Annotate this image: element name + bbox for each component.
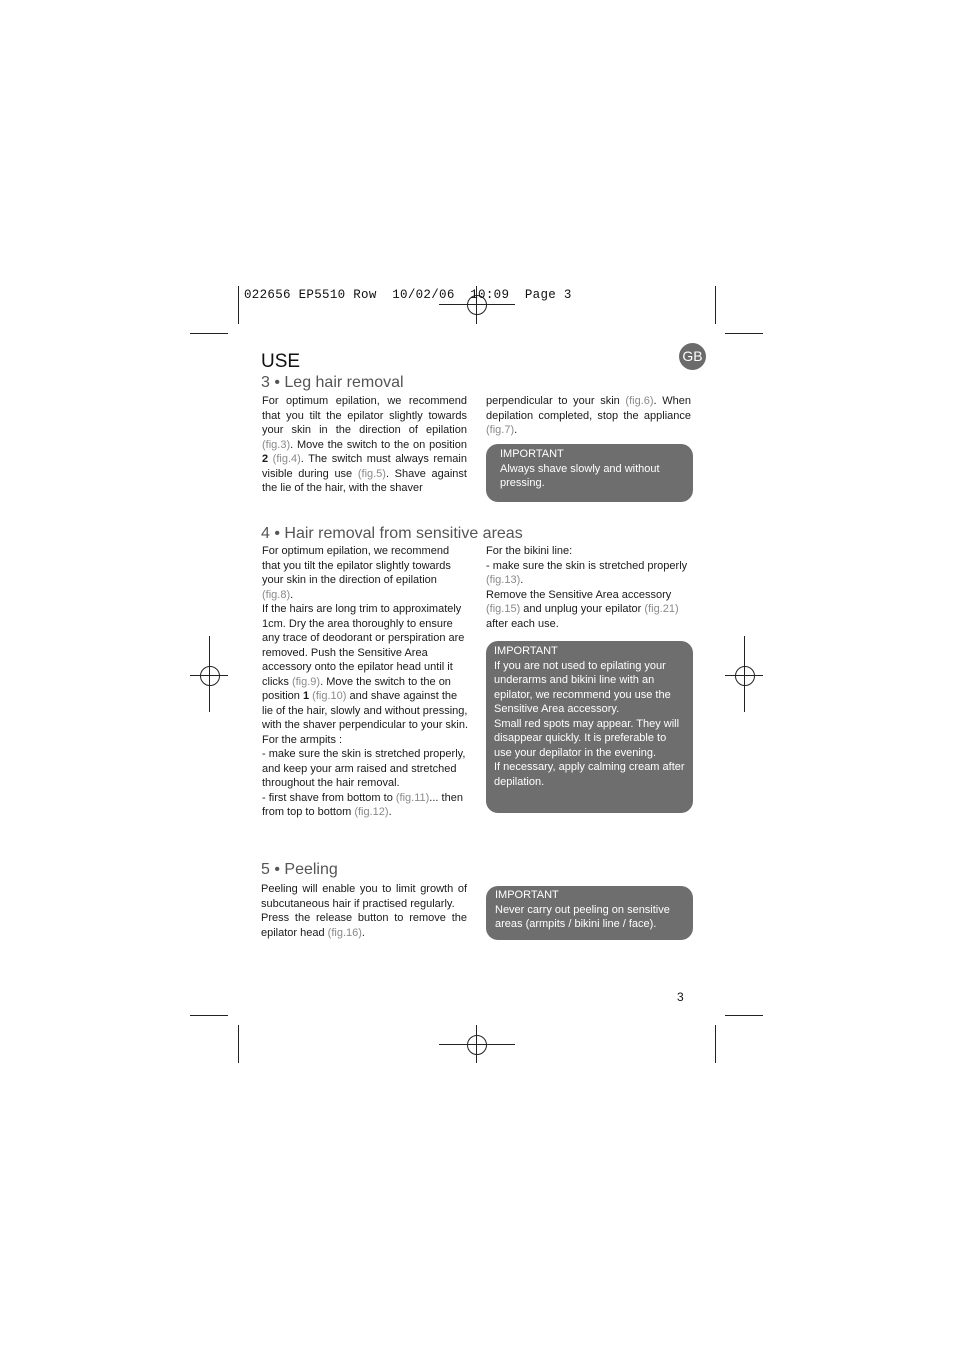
text: perpendicular to your skin	[486, 395, 626, 407]
fig-ref: (fig.8)	[262, 588, 291, 601]
language-badge: GB	[679, 343, 706, 370]
section-4-col1	[262, 544, 469, 820]
text: Press the release button to remove the epilator head	[261, 912, 467, 939]
page-number: 3	[677, 990, 684, 1004]
important-text: If you are not used to epilating your underarms and bikini line with an epilator, we recommend you use the Sensitive Area accessory.	[494, 659, 671, 715]
text: - make sure the skin is stretched properly, and keep your arm raised and stretched throughout the hair removal.	[262, 748, 466, 789]
crop-mark	[238, 286, 239, 324]
section-3-col1	[262, 394, 467, 496]
text: .	[520, 574, 524, 586]
section-4-col2	[486, 544, 693, 631]
section-5-col1	[261, 882, 467, 940]
text: and unplug your epilator	[520, 603, 645, 615]
crop-mark	[190, 1015, 228, 1016]
crop-mark	[725, 1015, 763, 1016]
text: . Move the switch to the on position	[290, 438, 467, 451]
important-box	[486, 444, 693, 502]
section-5-title: 5 • Peeling	[261, 861, 338, 878]
fig-ref: (fig.21)	[644, 603, 679, 615]
important-box	[486, 641, 693, 813]
important-box	[486, 886, 693, 940]
text: ... then from top to bottom	[262, 791, 463, 818]
text: Remove the Sensitive Area accessory	[486, 588, 672, 601]
section-4-title: 4 • Hair removal from sensitive areas	[261, 525, 523, 542]
text: .	[514, 424, 518, 436]
important-text: Never carry out peeling on sensitive areas (armpits / bikini line / face).	[495, 903, 670, 930]
crop-mark	[715, 1025, 716, 1063]
fig-ref: (fig.6)	[625, 395, 654, 407]
text: . Move the switch to the on position	[262, 675, 451, 702]
text: For optimum epilation, we recommend that you tilt the epilator slightly towards your skin in the direction of epilation	[262, 545, 451, 586]
fig-ref: (fig.16)	[327, 926, 362, 939]
text: . When depilation completed, stop the appliance	[486, 395, 691, 422]
text: For optimum epilation, we recommend that you tilt the epilator slightly towards your skin in the direction of epilation	[262, 395, 467, 436]
important-heading: IMPORTANT	[495, 889, 559, 901]
registration-circle	[467, 1035, 487, 1055]
fig-ref: (fig.10)	[312, 690, 347, 702]
text: .	[388, 806, 392, 818]
fig-ref: (fig.12)	[354, 806, 389, 818]
fig-ref: (fig.4)	[272, 453, 301, 465]
crop-mark	[715, 286, 716, 324]
registration-circle	[200, 666, 220, 686]
registration-circle	[735, 666, 755, 686]
important-text: Always shave slowly and without pressing.	[500, 462, 660, 489]
section-3-col2	[486, 394, 691, 438]
position-number: 2	[262, 453, 269, 465]
text: - first shave from bottom to	[262, 791, 396, 804]
crop-mark	[725, 333, 763, 334]
section-3-title: 3 • Leg hair removal	[261, 374, 404, 391]
text: - make sure the skin is stretched properly	[486, 559, 688, 572]
text: and shave against the lie of the hair, slowly and without pressing, with the shaver perpendicular to your skin.	[262, 690, 469, 731]
text: For the armpits :	[262, 733, 343, 746]
fig-ref: (fig.3)	[262, 438, 291, 451]
text: .	[361, 926, 365, 939]
position-number: 1	[302, 690, 310, 702]
text: .	[290, 588, 294, 601]
text: For the bikini line:	[486, 545, 573, 557]
fig-ref: (fig.11)	[395, 791, 430, 804]
fig-ref: (fig.5)	[357, 467, 386, 480]
crop-mark	[190, 333, 228, 334]
text: after each use.	[486, 617, 559, 630]
print-slug: 022656 EP5510 Row 10/02/06 10:09 Page 3	[244, 288, 572, 302]
important-text: If necessary, apply calming cream after depilation.	[494, 761, 685, 788]
fig-ref: (fig.15)	[486, 603, 521, 615]
important-text: Small red spots may appear. They will disappear quickly. It is preferable to use your depilator in the evening.	[494, 717, 680, 759]
text: . Shave against the lie of the hair, with the shaver	[262, 467, 467, 494]
important-heading: IMPORTANT	[494, 645, 558, 657]
text: . The switch must always remain visible during use	[262, 453, 467, 480]
text: Peeling will enable you to limit growth of subcutaneous hair if practised regularly.	[261, 883, 467, 910]
crop-mark	[238, 1025, 239, 1063]
fig-ref: (fig.9)	[291, 675, 321, 688]
important-heading: IMPORTANT	[500, 448, 564, 460]
fig-ref: (fig.13)	[486, 574, 521, 586]
page-title: USE	[261, 351, 301, 372]
text: If the hairs are long trim to approximately 1cm. Dry the area thoroughly to ensure any trace of deodorant or perspiration are removed. Push the Sensitive Area accessory onto the epilator head until it clicks	[262, 603, 465, 688]
fig-ref: (fig.7)	[486, 424, 515, 436]
